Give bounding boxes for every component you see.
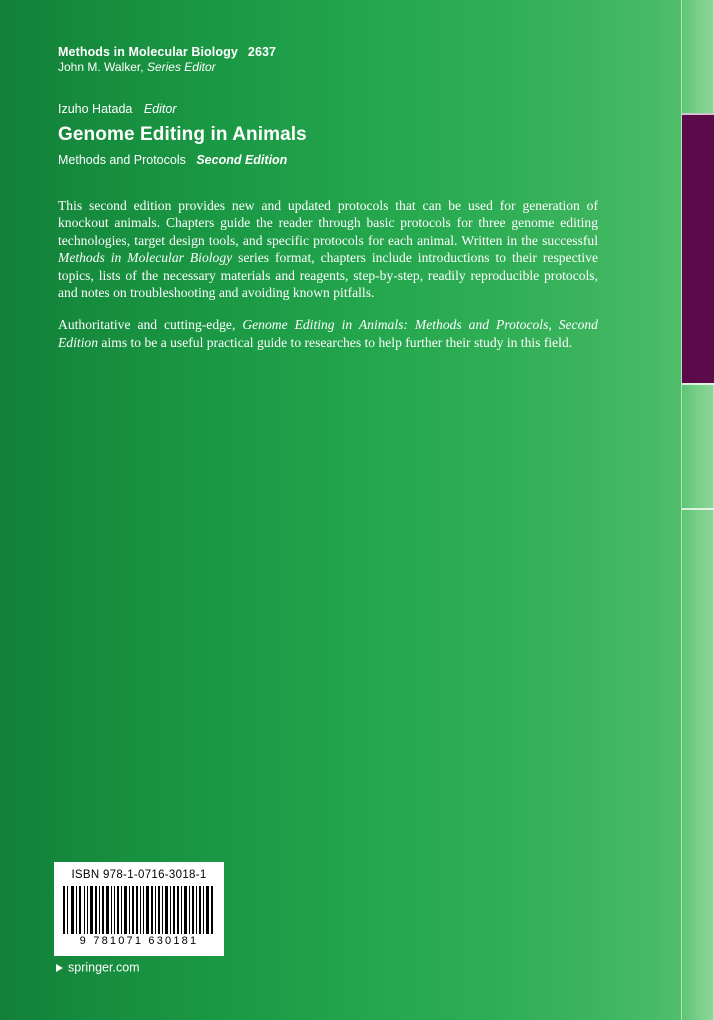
barcode-bars	[63, 886, 215, 934]
isbn-label: ISBN 978-1-0716-3018-1	[71, 869, 207, 881]
strip-divider-bottom	[682, 383, 714, 385]
strip-divider-top	[682, 113, 714, 115]
blurb-paragraph-2	[58, 316, 598, 351]
triangle-icon	[56, 964, 63, 972]
series-editor-role: Series Editor	[146, 60, 216, 74]
blurb-2-text-b: aims to be a useful practical guide to researches to help further their study in this field.	[98, 334, 573, 350]
blurb-1-series-italic: Methods in Molecular Biology	[58, 250, 233, 266]
publisher-name: springer.com	[68, 960, 140, 975]
blurb-2-text-a: Authoritative and cutting-edge,	[58, 317, 243, 333]
book-subtitle: Methods and Protocols	[58, 153, 186, 167]
series-editor-name: John M. Walker,	[58, 60, 144, 74]
blurb-paragraph-1	[58, 197, 598, 301]
series-editor-line	[58, 60, 598, 74]
book-subtitle-line	[58, 153, 598, 167]
cover-content	[58, 45, 598, 366]
series-title-line	[58, 45, 598, 59]
isbn-digits: 9 781071 630181	[79, 935, 199, 947]
publisher-logo	[56, 960, 140, 975]
blurb-1-text-a: This second edition provides new and updated protocols that can be used for generation of knockout animals. Chapters guide the reader through basic protocols for three genome editing technologies, target design tools, and specific protocols for each animal. Written in the successful	[58, 198, 598, 248]
book-edition: Second Edition	[196, 153, 288, 167]
strip-divider-mid	[682, 508, 714, 510]
blurb-1-text-b: series format, chapters include introductions to their respective topics, lists of the necessary materials and reagents, step-by-step, readily reproducible protocols, and notes on troubleshooting and avoiding known pitfalls.	[58, 250, 598, 301]
series-volume: 2637	[247, 45, 277, 59]
purple-accent-block	[682, 113, 714, 383]
isbn-barcode	[54, 862, 224, 956]
book-editor-line	[58, 102, 598, 116]
blurb-2-title-italic: Genome Editing in Animals: Methods and Protocols, Second Edition	[58, 317, 598, 350]
book-editor-name: Izuho Hatada	[58, 102, 133, 116]
series-name: Methods in Molecular Biology	[58, 45, 238, 59]
book-editor-role: Editor	[143, 102, 177, 116]
book-title: Genome Editing in Animals	[58, 124, 307, 145]
